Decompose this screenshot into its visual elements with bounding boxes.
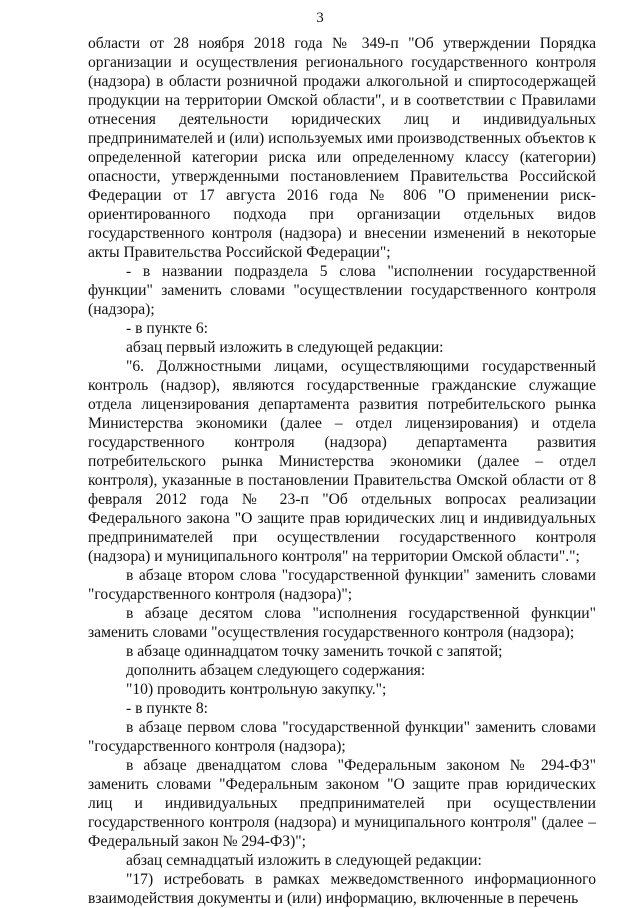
paragraph-add-abzac: дополнить абзацем следующего содержания: xyxy=(126,662,426,679)
paragraph-seventeenth-abzac: абзац семнадцатый изложить в следующей редакции: xyxy=(126,852,482,869)
paragraph-first-abzac: абзац первый изложить в следующей редакции: xyxy=(126,339,444,356)
page-number: 3 xyxy=(316,10,324,26)
paragraph-item-17: "17) истребовать в рамках межведомственного информационного взаимодействия документы и (или) информацию, включенные в перечень xyxy=(88,871,596,907)
paragraph-item-6: - в пункте 6: xyxy=(126,320,208,337)
paragraph-second-abzac: в абзаце втором слова "государственной функции" заменить словами "государственного контроля (надзора)"; xyxy=(88,567,596,603)
paragraph-intro: области от 28 ноября 2018 года № 349-п "Об утверждении Порядка организации и осуществления регионального государственного контроля (надзора) в области розничной продажи алкогольной и спиртосодержащей продукции на территории Омской области", и в соответствии с Правилами отнесения деятельности юридических лиц и индивидуальных предпринимателей и (или) используемых ими производственных объектов к определенной категории риска или определенному классу (категории) опасности, утвержденными постановлением Правительства Российской Федерации от 17 августа 2016 года № 806 "О применении риск-ориентированного подхода при организации отдельных видов государственного контроля (надзора) и внесении изменений в некоторые акты Правительства Российской Федерации"; xyxy=(88,35,596,261)
paragraph-officials: "6. Должностными лицами, осуществляющими государственный контроль (надзор), являются государственные гражданские служащие отдела лицензирования департамента развития потребительского рынка Министерства экономики (далее – отдел лицензирования) и отдела государственного контроля (надзора) департамента развития потребительского рынка Министерства экономики (далее – отдел контроля), указанные в постановлении Правительства Омской области от 8 февраля 2012 года № 23-п "Об отдельных вопросах реализации Федерального закона "О защите прав юридических лиц и индивидуальных предпринимателей при осуществлении государственного контроля (надзора) и муниципального контроля" на территории Омской области"."; xyxy=(88,358,596,565)
paragraph-item-8: - в пункте 8: xyxy=(126,700,208,717)
document-body xyxy=(88,34,596,908)
paragraph-twelfth-abzac: в абзаце двенадцатом слова "Федеральным законом № 294-ФЗ" заменить словами "Федеральным законом "О защите прав юридических лиц и индивидуальных предпринимателей при осуществлении государственного контроля (надзора) и муниципального контроля" (далее – Федеральный закон № 294-ФЗ)"; xyxy=(88,757,596,850)
paragraph-first-abzac-8: в абзаце первом слова "государственной функции" заменить словами "государственного контроля (надзора); xyxy=(88,719,596,755)
paragraph-tenth-abzac: в абзаце десятом слова "исполнения государственной функции" заменить словами "осуществления государственного контроля (надзора); xyxy=(88,605,596,641)
paragraph-eleventh-abzac: в абзаце одиннадцатом точку заменить точкой с запятой; xyxy=(126,643,503,660)
paragraph-control-purchase: "10) проводить контрольную закупку."; xyxy=(126,681,387,698)
paragraph-subsection-5: - в названии подраздела 5 слова "исполнении государственной функции" заменить словами "осуществлении государственного контроля (надзора); xyxy=(88,263,596,318)
